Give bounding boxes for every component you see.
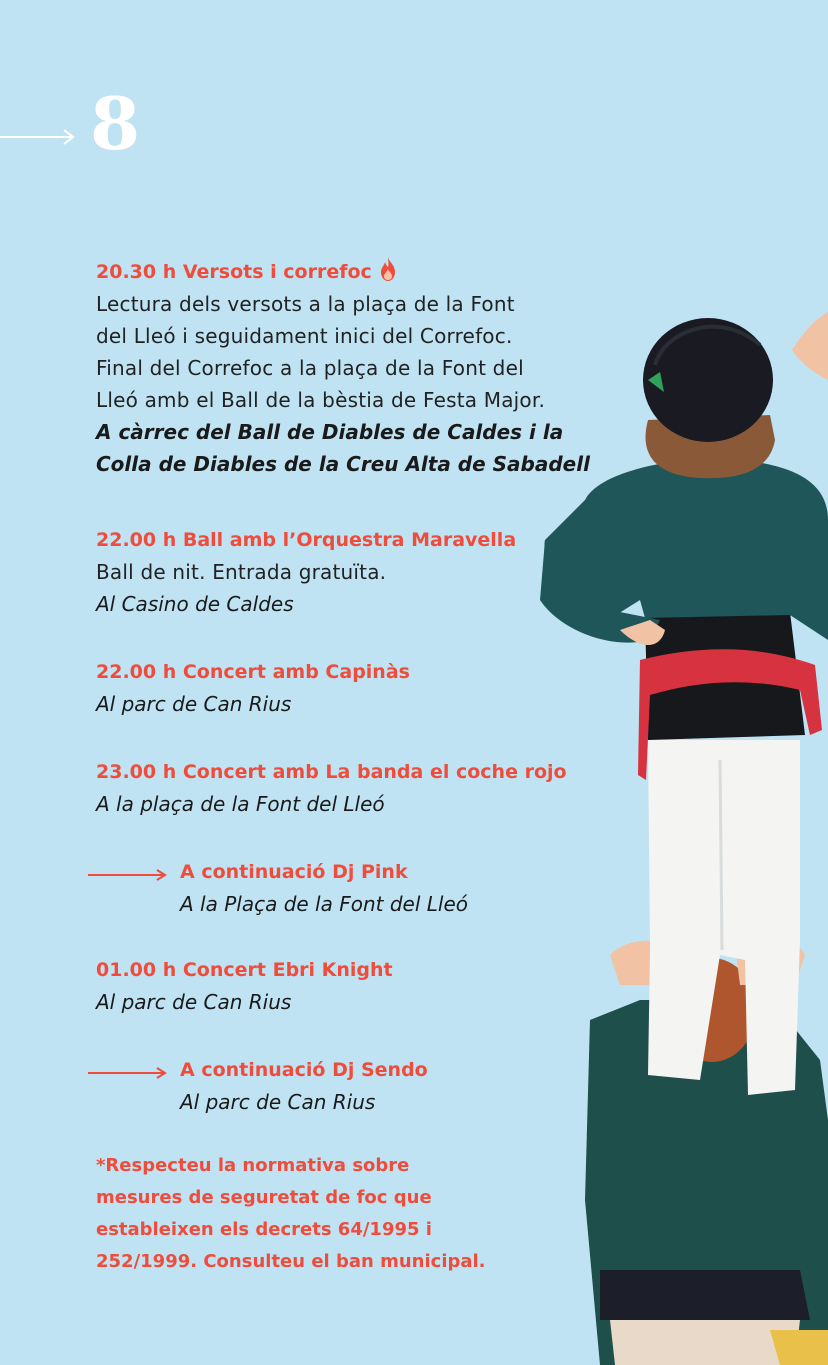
entry-title: 22.00 h Concert amb Capinàs xyxy=(96,661,410,683)
arrow-right-icon xyxy=(0,125,80,149)
page-number: 8 xyxy=(90,81,141,166)
entry-title: 23.00 h Concert amb La banda el coche rojo xyxy=(96,761,567,783)
entry-place: Al parc de Can Rius xyxy=(180,1090,376,1114)
entry-place: A la Plaça de la Font del Lleó xyxy=(180,892,468,916)
arrow-right-icon xyxy=(88,1066,168,1080)
entry-place: Al parc de Can Rius xyxy=(96,990,292,1014)
castellers-photo xyxy=(520,300,828,1365)
entry-description: Lectura dels versots a la plaça de la Font del Lleó i seguidament inici del Correfoc. Final del Correfoc a la plaça de la Font del Lleó amb el Ball de la bèstia de Festa Major. xyxy=(96,292,546,412)
safety-note: *Respecteu la normativa sobre mesures de seguretat de foc que estableixen els decrets 64/1995 i 252/1999. Consulteu el ban municipal. xyxy=(96,1155,486,1272)
entry-title: 20.30 h Versots i correfoc xyxy=(96,261,372,283)
entry-title: 22.00 h Ball amb l’Orquestra Maravella xyxy=(96,529,517,551)
arrow-right-icon xyxy=(88,868,168,882)
entry-title: A continuació Dj Sendo xyxy=(180,1059,428,1081)
entry-place: Al parc de Can Rius xyxy=(96,692,292,716)
entry-organizer: A càrrec del Ball de Diables de Caldes i la Colla de Diables de la Creu Alta de Sabadell xyxy=(96,420,590,476)
entry-place: A la plaça de la Font del Lleó xyxy=(96,792,385,816)
entry-place: Al Casino de Caldes xyxy=(96,592,294,616)
entry-title: A continuació Dj Pink xyxy=(180,861,408,883)
flame-icon xyxy=(378,256,398,282)
entry-description: Ball de nit. Entrada gratuïta. xyxy=(96,560,387,584)
entry-title: 01.00 h Concert Ebri Knight xyxy=(96,959,393,981)
